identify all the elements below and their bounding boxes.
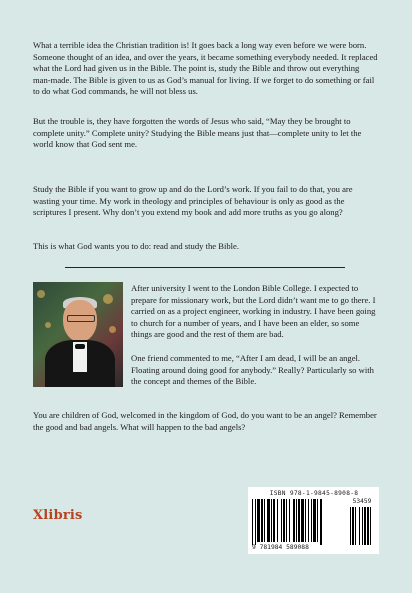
author-quote-paragraph: One friend commented to me, “After I am dead, I will be an angel. Floating around doing good for anybody.” Really? Particularly so with the concept and themes of the Bible. — [131, 353, 374, 387]
author-bio-paragraph: After university I went to the London Bible College. I expected to prepare for missionary work, but the Lord didn’t want me to go there. I carried on as a project engineer, working in industry. I have been going to church for a number of years, and I have been an elder, so some things are good and the rest of them are bad. — [131, 283, 376, 340]
summary-paragraph: This is what God wants you to do: read and study the Bible. — [33, 241, 239, 251]
study-paragraph: Study the Bible if you want to grow up and do the Lord’s work. If you fail to do that, you are wasting your time. My work in theology and principles of behaviour is only as good as the scriptures I present. Why don’t you extend my book and add more truths as you go along? — [33, 184, 353, 218]
isbn-barcode — [248, 487, 379, 554]
isbn-label: ISBN 978-1-9845-8908-8 — [269, 490, 359, 497]
intro-paragraph: What a terrible idea the Christian tradition is! It goes back a long way even before we were born. Someone thought of an idea, and over the years, it became something everybody needed. It replaced what the Lord had given us in the Bible. The point is, study the Bible and throw out everything man-made. The Bible is given to us as God’s manual for living. If we forget to do something or fail to do what God commands, he will not bless us. — [33, 40, 378, 97]
author-photo — [33, 282, 123, 387]
barcode-digits: 9 781984 589088 — [252, 544, 309, 551]
barcode-addon-digits: 53459 — [352, 498, 372, 505]
divider-rule — [65, 267, 345, 268]
barcode-bars — [252, 499, 376, 545]
publisher-logo: Xlibris — [33, 508, 83, 523]
unity-paragraph: But the trouble is, they have forgotten the words of Jesus who said, “May they be brought to complete unity.” Complete unity? Studying the Bible means just that—complete unity to let the world know that God sent me. — [33, 116, 362, 150]
closing-paragraph: You are children of God, welcomed in the kingdom of God, do you want to be an angel? Remember the good and bad angels. What will happen to the bad angels? — [33, 410, 377, 432]
